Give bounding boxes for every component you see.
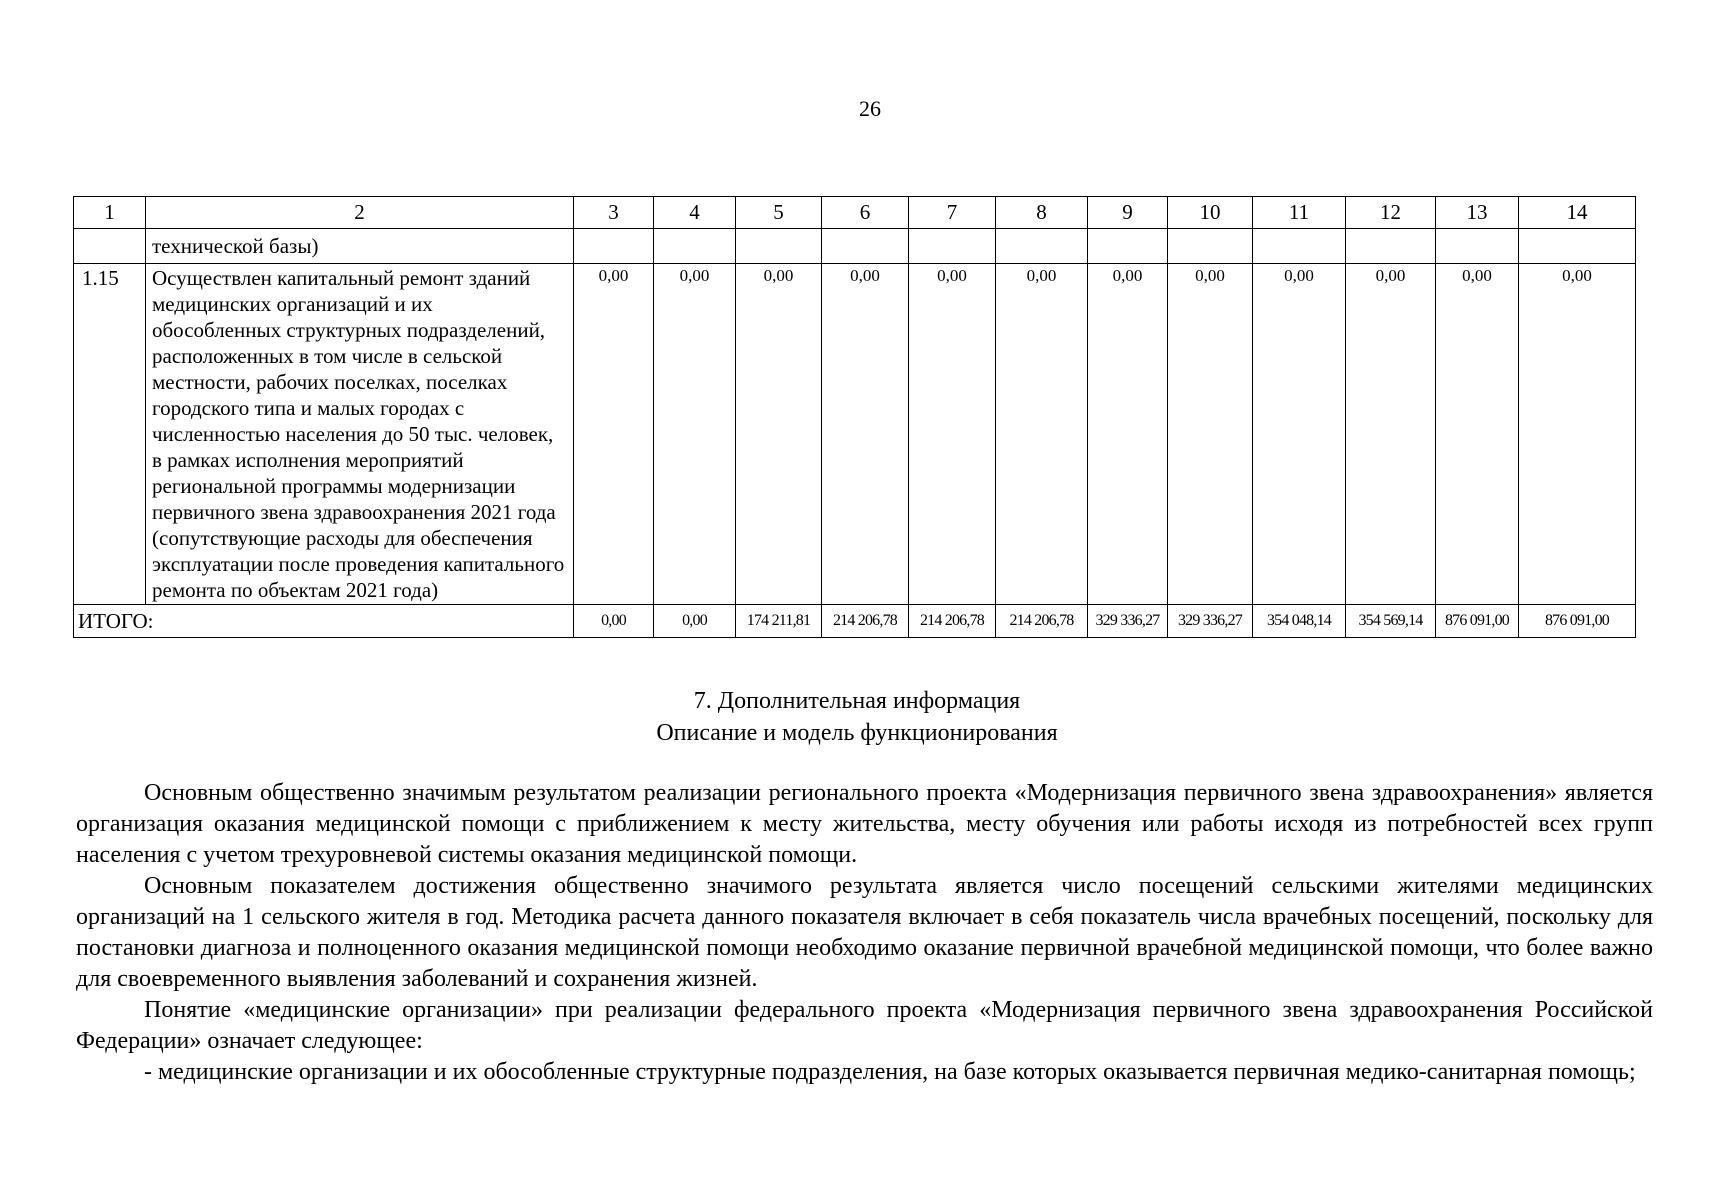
column-header: 8	[996, 197, 1088, 229]
column-header: 7	[909, 197, 996, 229]
value-cell: 0,00	[1436, 264, 1519, 605]
page-number: 26	[859, 96, 881, 121]
row-description: Осуществлен капитальный ремонт зданий медицинских организаций и их обособленных структурных подразделений, расположенных в том числе в сельской местности, рабочих поселках, поселках городского типа и малых городах с численностью населения до 50 тыс. человек, в рамках исполнения мероприятий региональной программы модернизации первичного звена здравоохранения 2021 года (сопутствующие расходы для обеспечения эксплуатации после проведения капитального ремонта по объектам 2021 года)	[146, 264, 574, 605]
column-header: 6	[822, 197, 909, 229]
value-cell: 0,00	[996, 264, 1088, 605]
total-value: 214 206,78	[996, 605, 1088, 638]
total-value: 174 211,81	[736, 605, 822, 638]
column-header: 13	[1436, 197, 1519, 229]
column-header: 5	[736, 197, 822, 229]
total-value: 354 048,14	[1253, 605, 1346, 638]
paragraph: Основным показателем достижения общественно значимого результата является число посещений сельскими жителями медицинских организаций на 1 сельского жителя в год. Методика расчета данного показателя включает в себя показатель числа врачебных посещений, поскольку для постановки диагноза и полноценного оказания медицинской помощи необходимо оказание первичной врачебной медицинской помощи, что более важно для своевременного выявления заболеваний и сохранения жизней.	[76, 873, 1653, 992]
row-description: технической базы)	[146, 229, 574, 264]
table-row	[74, 229, 1636, 264]
column-header: 4	[654, 197, 736, 229]
total-value: 0,00	[574, 605, 654, 638]
value-cell: 0,00	[822, 264, 909, 605]
column-header: 12	[1346, 197, 1436, 229]
column-header: 14	[1519, 197, 1636, 229]
column-header: 3	[574, 197, 654, 229]
section-title: 7. Дополнительная информация	[693, 688, 1021, 714]
total-value: 876 091,00	[1519, 605, 1636, 638]
paragraph: Основным общественно значимым результатом реализации регионального проекта «Модернизация первичного звена здравоохранения» является организация оказания медицинской помощи с приближением к месту жительства, месту обучения или работы исходя из потребностей всех групп населения с учетом трехуровневой системы оказания медицинской помощи.	[76, 780, 1653, 868]
column-header: 1	[74, 197, 146, 229]
total-value: 876 091,00	[1436, 605, 1519, 638]
header-row	[74, 197, 1636, 229]
total-value: 214 206,78	[909, 605, 996, 638]
value-cell: 0,00	[654, 264, 736, 605]
table-row	[74, 264, 1636, 605]
budget-table	[73, 196, 1636, 638]
value-cell: 0,00	[736, 264, 822, 605]
total-value: 0,00	[654, 605, 736, 638]
column-header: 9	[1088, 197, 1168, 229]
column-header: 10	[1168, 197, 1253, 229]
column-header: 11	[1253, 197, 1346, 229]
total-label: ИТОГО:	[74, 605, 574, 638]
value-cell: 0,00	[574, 264, 654, 605]
value-cell: 0,00	[1088, 264, 1168, 605]
total-value: 329 336,27	[1088, 605, 1168, 638]
column-header: 2	[146, 197, 574, 229]
body-text	[76, 778, 1653, 1088]
value-cell: 0,00	[1346, 264, 1436, 605]
total-value: 329 336,27	[1168, 605, 1253, 638]
paragraph: Понятие «медицинские организации» при реализации федерального проекта «Модернизация первичного звена здравоохранения Российской Федерации» означает следующее:	[76, 997, 1653, 1054]
paragraph: - медицинские организации и их обособленные структурные подразделения, на базе которых оказывается первичная медико-санитарная помощь;	[144, 1059, 1636, 1085]
total-value: 214 206,78	[822, 605, 909, 638]
row-id: 1.15	[74, 264, 146, 605]
value-cell: 0,00	[1168, 264, 1253, 605]
row-id	[74, 229, 146, 264]
total-value: 354 569,14	[1346, 605, 1436, 638]
total-row	[74, 605, 1636, 638]
value-cell: 0,00	[1519, 264, 1636, 605]
value-cell: 0,00	[1253, 264, 1346, 605]
value-cell: 0,00	[909, 264, 996, 605]
section-subtitle: Описание и модель функционирования	[656, 720, 1058, 746]
